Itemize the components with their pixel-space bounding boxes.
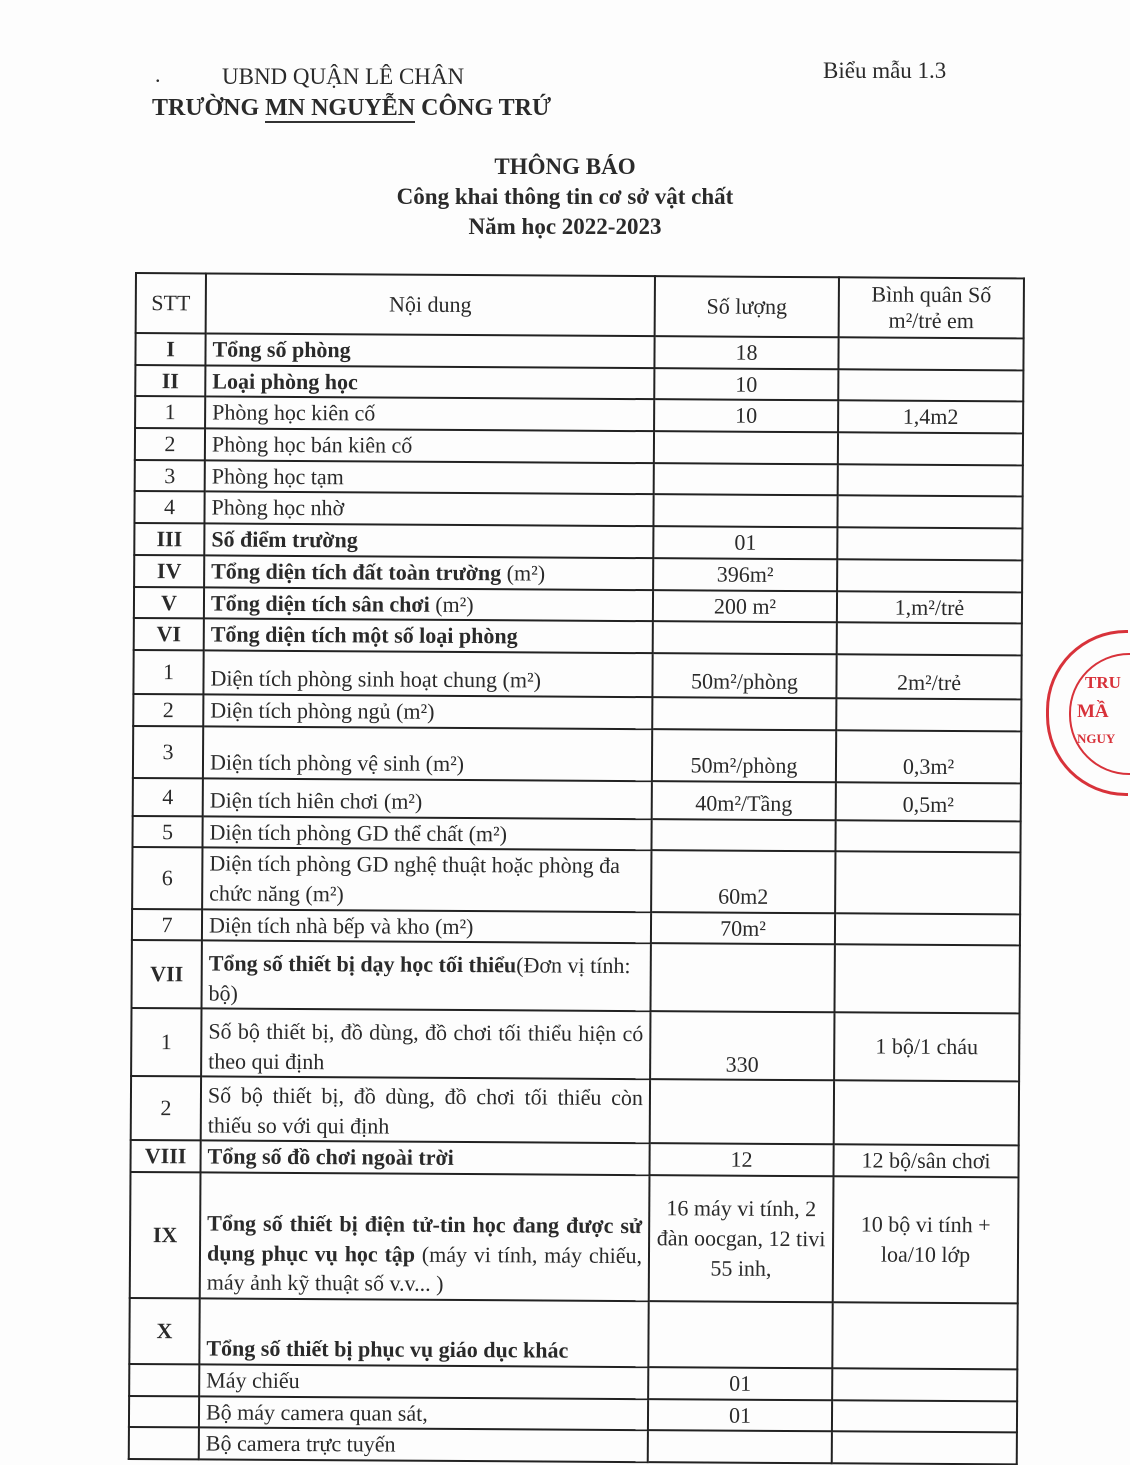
row-quantity xyxy=(653,495,837,528)
row-content-unit: (máy vi tính, máy chiếu, máy ảnh kỹ thuật số v.v... ) xyxy=(206,1241,643,1297)
row-average xyxy=(837,496,1022,529)
row-quantity xyxy=(653,621,837,654)
table-row xyxy=(129,1298,1017,1369)
row-quantity xyxy=(651,819,835,852)
row-stt: 1 xyxy=(131,1008,201,1076)
row-average xyxy=(838,464,1023,497)
official-stamp: TRU MẦ NGUY xyxy=(1046,630,1128,796)
row-content xyxy=(201,1009,650,1080)
row-average xyxy=(835,913,1020,946)
row-content xyxy=(205,365,654,399)
row-quantity xyxy=(650,1079,834,1144)
col-header-content: Nội dung xyxy=(206,273,655,336)
row-average xyxy=(832,1302,1017,1369)
row-average xyxy=(838,432,1023,465)
school-name xyxy=(152,95,551,122)
row-stt: 5 xyxy=(132,816,202,848)
row-quantity: 50m²/phòng xyxy=(652,653,836,698)
row-content xyxy=(201,1077,650,1144)
row-content-text: Diện tích hiên chơi (m²) xyxy=(209,787,423,814)
document-subtitle: Công khai thông tin cơ sở vật chất xyxy=(396,184,734,209)
row-stt: III xyxy=(134,523,204,555)
row-average: 1,4m2 xyxy=(838,401,1023,434)
district-name: UBND QUẬN LÊ CHÂN xyxy=(222,64,465,89)
row-content xyxy=(204,524,653,558)
row-quantity: 70m² xyxy=(651,912,835,945)
row-content-text: Diện tích phòng ngủ (m²) xyxy=(210,697,435,724)
row-stt: IX xyxy=(130,1172,201,1298)
row-stt: 1 xyxy=(135,396,205,428)
row-stt: 4 xyxy=(134,491,204,523)
row-content-text: Số bộ thiết bị, đồ dùng, đồ chơi tối thiểu còn thiếu so với qui định xyxy=(207,1082,644,1139)
row-content xyxy=(199,1298,648,1367)
row-quantity: 60m2 xyxy=(651,850,835,912)
col-header-stt: STT xyxy=(136,273,206,333)
row-stt: X xyxy=(129,1298,199,1364)
row-content-text: Tổng số thiết bị điện tử-tin học đang được sử dụng phục vụ học tập xyxy=(206,1210,643,1267)
row-content xyxy=(204,492,653,526)
row-content-text: Tổng số thiết bị phục vụ giáo dục khác xyxy=(206,1335,569,1363)
row-quantity xyxy=(654,431,838,464)
row-content-text: Bộ camera trực tuyến xyxy=(205,1430,396,1457)
row-quantity: 10 xyxy=(654,368,838,401)
row-stt: VIII xyxy=(131,1140,201,1172)
col-header-quantity: Số lượng xyxy=(655,276,839,337)
row-average xyxy=(837,527,1022,560)
row-average xyxy=(837,559,1022,592)
row-quantity: 10 xyxy=(654,400,838,433)
row-average: 10 bộ vi tính + loa/10 lớp xyxy=(833,1176,1019,1303)
row-content xyxy=(203,778,652,819)
row-content xyxy=(202,816,651,850)
row-quantity: 18 xyxy=(654,336,838,369)
table-row xyxy=(130,1172,1019,1303)
row-content xyxy=(202,909,651,943)
table-row xyxy=(133,650,1021,699)
row-quantity: 01 xyxy=(648,1367,832,1400)
row-content xyxy=(205,397,654,431)
row-stt xyxy=(129,1396,199,1428)
row-quantity: 01 xyxy=(653,526,837,559)
row-average: 0,3m² xyxy=(836,730,1021,783)
table-row xyxy=(129,1427,1017,1464)
row-stt: 2 xyxy=(133,694,203,726)
row-stt: IV xyxy=(134,555,204,587)
row-average xyxy=(837,622,1022,655)
row-stt: 2 xyxy=(131,1076,201,1140)
row-content xyxy=(205,460,654,494)
row-content-text: Bộ máy camera quan sát, xyxy=(205,1399,428,1426)
row-average xyxy=(832,1400,1017,1433)
row-content-text: Tổng diện tích sân chơi xyxy=(210,589,430,617)
row-content xyxy=(205,428,654,462)
row-average xyxy=(834,945,1019,1014)
row-content xyxy=(200,1172,650,1301)
row-quantity: 12 xyxy=(649,1143,833,1176)
row-content-text: Tổng diện tích đất toàn trường xyxy=(211,558,502,586)
row-quantity xyxy=(648,1431,832,1464)
row-content xyxy=(203,694,652,728)
row-content xyxy=(201,1141,650,1175)
row-average: 12 bộ/sân chơi xyxy=(833,1145,1018,1178)
table-row xyxy=(132,940,1020,1013)
row-quantity xyxy=(654,463,838,496)
col-header-average: Bình quân Số m²/trẻ em xyxy=(839,277,1024,338)
row-content-text: Tổng diện tích một số loại phòng xyxy=(210,621,518,649)
row-content-unit: (Đơn vị tính: bộ) xyxy=(208,952,631,1006)
row-stt: VII xyxy=(132,940,202,1008)
row-content xyxy=(199,1428,648,1462)
row-average xyxy=(835,852,1020,915)
table-row xyxy=(133,726,1021,783)
row-average xyxy=(838,337,1023,370)
school-name-prefix: TRƯỜNG xyxy=(152,95,266,121)
row-content-text: Phòng học bán kiên cố xyxy=(211,431,413,458)
scan-dot: . xyxy=(155,62,161,87)
row-content-text: Phòng học tạm xyxy=(211,463,344,490)
row-quantity: 40m²/Tầng xyxy=(652,781,836,820)
row-content xyxy=(203,726,652,781)
row-content xyxy=(202,941,651,1012)
row-stt: VI xyxy=(134,618,204,650)
facilities-table xyxy=(128,272,1025,1465)
row-content-text: Tổng số phòng xyxy=(212,336,351,363)
row-stt xyxy=(129,1364,199,1396)
row-average: 1 bộ/1 cháu xyxy=(834,1013,1019,1082)
row-content xyxy=(199,1396,648,1430)
row-content xyxy=(204,619,653,653)
school-name-underlined: MN NGUYỄN xyxy=(265,95,416,121)
row-content xyxy=(205,333,654,367)
row-content-text: Tổng số đồ chơi ngoài trời xyxy=(207,1143,454,1171)
row-stt: 3 xyxy=(135,460,205,492)
table-row xyxy=(131,1008,1019,1081)
row-content-text: Diện tích phòng GD thể chất (m²) xyxy=(209,819,508,846)
row-average xyxy=(836,698,1021,731)
form-code: Biểu mẫu 1.3 xyxy=(823,58,947,83)
row-quantity: 200 m² xyxy=(653,590,837,623)
row-content-text: Phòng học kiên cố xyxy=(212,399,376,426)
row-average xyxy=(832,1368,1017,1401)
row-content-text: Số bộ thiết bị, đồ dùng, đồ chơi tối thiểu hiện có theo qui định xyxy=(208,1018,644,1074)
row-content-text: Diện tích phòng sinh hoạt chung (m²) xyxy=(210,665,542,693)
row-content xyxy=(204,587,653,621)
row-quantity: 396m² xyxy=(653,558,837,591)
row-average xyxy=(832,1432,1017,1465)
row-content xyxy=(204,555,653,589)
row-quantity xyxy=(648,1301,832,1368)
row-content-text: Diện tích phòng vệ sinh (m²) xyxy=(209,749,465,776)
table-header-row xyxy=(136,273,1024,338)
row-quantity: 01 xyxy=(648,1399,832,1432)
row-content-text: Diện tích nhà bếp và kho (m²) xyxy=(208,912,474,939)
row-stt: 7 xyxy=(132,909,202,941)
row-average xyxy=(834,1081,1019,1146)
row-average: 0,5m² xyxy=(836,782,1021,821)
table-row xyxy=(131,1076,1019,1145)
row-average xyxy=(835,820,1020,853)
row-content xyxy=(203,650,652,697)
row-quantity: 16 máy vi tính, 2 đàn oocgan, 12 tivi 55 inh, xyxy=(649,1175,834,1302)
row-quantity xyxy=(650,943,834,1012)
row-content-text: Máy chiếu xyxy=(206,1367,300,1394)
row-quantity xyxy=(652,697,836,730)
row-stt: 6 xyxy=(132,847,202,909)
row-content-unit: (m²) xyxy=(429,591,474,617)
document-title: THÔNG BÁO xyxy=(494,154,636,179)
row-stt: II xyxy=(135,365,205,397)
row-quantity: 330 xyxy=(650,1011,834,1080)
row-stt: V xyxy=(134,587,204,619)
table-row xyxy=(133,778,1021,821)
row-content-text: Diện tích phòng GD nghệ thuật hoặc phòng đa chức năng (m²) xyxy=(209,850,621,907)
school-name-suffix: CÔNG TRỨ xyxy=(415,95,552,121)
row-stt: 3 xyxy=(133,726,203,778)
row-stt: 4 xyxy=(133,778,203,816)
table-row xyxy=(132,847,1020,914)
row-average: 1,m²/trẻ xyxy=(837,591,1022,624)
row-content xyxy=(199,1364,648,1398)
row-quantity: 50m²/phòng xyxy=(652,729,836,782)
row-average: 2m²/trẻ xyxy=(836,654,1021,699)
row-stt: 2 xyxy=(135,428,205,460)
school-year: Năm học 2022-2023 xyxy=(468,214,662,239)
row-stt: I xyxy=(135,333,205,365)
row-content xyxy=(202,848,651,912)
row-average xyxy=(838,369,1023,402)
row-content-text: Tổng số thiết bị dạy học tối thiểu xyxy=(208,950,517,978)
row-content-text: Loại phòng học xyxy=(212,368,358,395)
row-stt: 1 xyxy=(133,650,203,694)
row-content-unit: (m²) xyxy=(501,560,546,586)
row-content-text: Số điểm trường xyxy=(211,526,358,553)
row-stt xyxy=(129,1427,199,1459)
row-content-text: Phòng học nhờ xyxy=(211,494,345,521)
